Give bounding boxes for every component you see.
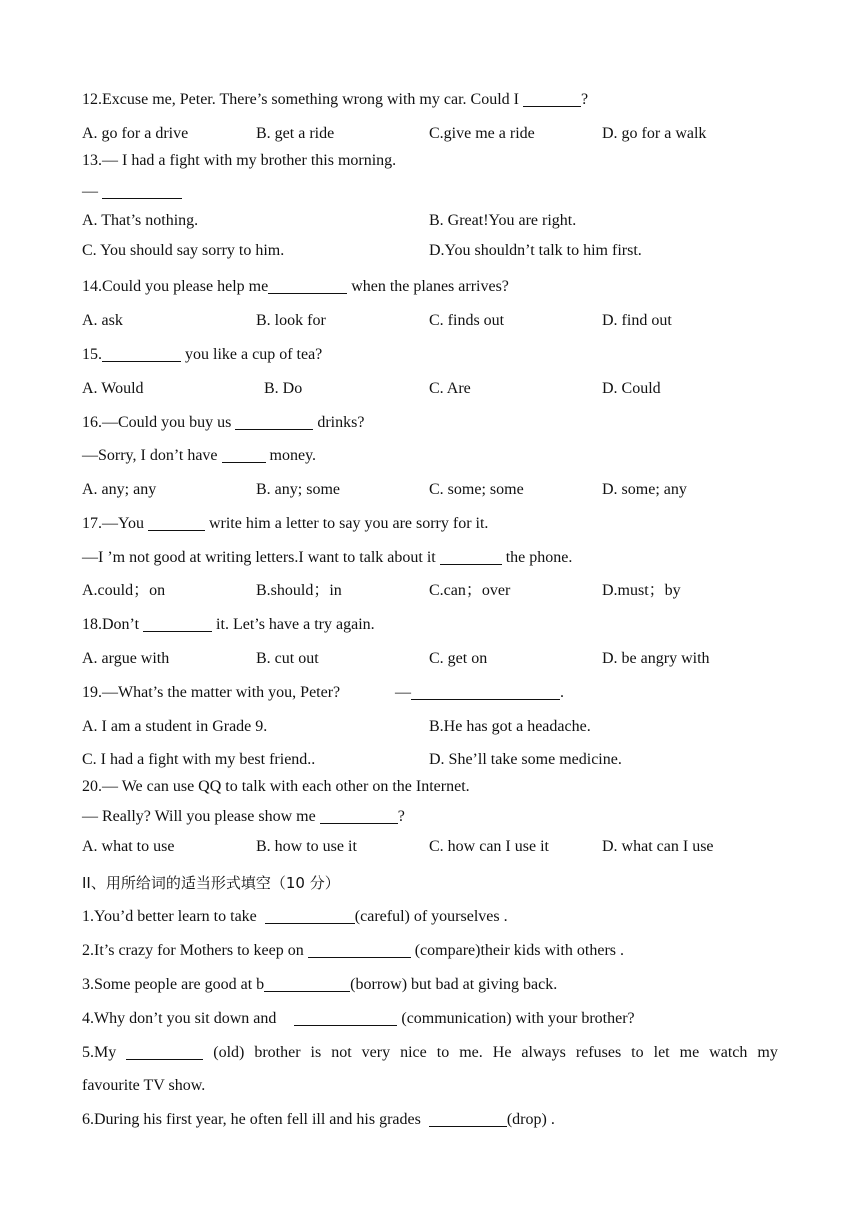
option-d[interactable]: D. find out	[602, 312, 672, 329]
option-c[interactable]: C.can；over	[429, 582, 511, 599]
dash: —	[82, 183, 102, 200]
item-word: refuses	[575, 1044, 622, 1061]
answer-blank[interactable]	[440, 548, 502, 565]
option-a[interactable]: A. any; any	[82, 481, 157, 498]
option-d[interactable]: D.must；by	[602, 582, 681, 599]
option-c[interactable]: C. I had a fight with my best friend..	[82, 751, 316, 768]
item-word: me	[679, 1044, 700, 1061]
question-13-reply	[82, 182, 182, 202]
item-text: 1.You’d better learn to take	[82, 908, 261, 925]
option-a[interactable]: A.could；on	[82, 582, 166, 599]
answer-blank[interactable]	[294, 1009, 397, 1026]
item-word: watch	[709, 1044, 748, 1061]
dash: —	[395, 684, 411, 701]
question-text: when the planes arrives?	[347, 278, 509, 295]
item-word: to	[436, 1044, 450, 1061]
answer-blank[interactable]	[265, 907, 355, 924]
answer-blank[interactable]	[102, 345, 181, 362]
question-text: — Really? Will you please show me	[82, 808, 320, 825]
question-text: ?	[580, 91, 589, 108]
item-text: (compare)their kids with others .	[410, 942, 624, 959]
option-a[interactable]: A. what to use	[82, 838, 175, 855]
option-b[interactable]: B. get a ride	[256, 125, 335, 142]
option-b[interactable]: B. any; some	[256, 481, 340, 498]
item-word: always	[521, 1044, 566, 1061]
item-word: very	[361, 1044, 391, 1061]
answer-blank[interactable]	[126, 1043, 203, 1060]
question-text: 16.—Could you buy us	[82, 414, 236, 431]
question-text: —I ’m not good at writing letters.I want to talk about it	[82, 549, 440, 566]
fill-item-3	[82, 975, 557, 995]
fill-item-1	[82, 907, 508, 927]
answer-blank[interactable]	[523, 90, 581, 107]
answer-blank[interactable]	[148, 514, 205, 531]
option-d[interactable]: D. Could	[602, 380, 661, 397]
question-text: 18.Don’t	[82, 616, 144, 633]
option-c[interactable]: C. Are	[429, 380, 471, 397]
option-b[interactable]: B. look for	[256, 312, 326, 329]
period: .	[560, 684, 564, 701]
question-12-stem	[82, 90, 588, 110]
option-c[interactable]: C. You should say sorry to him.	[82, 242, 285, 259]
fill-item-5-line1	[82, 1043, 778, 1063]
option-a[interactable]: A. That’s nothing.	[82, 212, 199, 229]
question-20-line2	[82, 807, 405, 827]
question-18-stem	[82, 615, 375, 635]
question-text: drinks?	[313, 414, 365, 431]
answer-blank[interactable]	[102, 182, 182, 199]
item-text: (drop) .	[506, 1111, 555, 1128]
option-c[interactable]: C.give me a ride	[429, 125, 535, 142]
item-word: brother	[254, 1044, 301, 1061]
question-17-line1	[82, 514, 488, 534]
question-text: it. Let’s have a try again.	[212, 616, 375, 633]
option-a[interactable]: A. I am a student in Grade 9.	[82, 718, 268, 735]
question-16-line2	[82, 446, 316, 466]
answer-blank[interactable]	[320, 807, 398, 824]
option-c[interactable]: C. get on	[429, 650, 488, 667]
item-text: 6.During his first year, he often fell ill and his grades	[82, 1111, 425, 1128]
question-text: 19.—What’s the matter with you, Peter?	[82, 684, 341, 701]
option-d[interactable]: D. what can I use	[602, 838, 714, 855]
option-d[interactable]: D. be angry with	[602, 650, 710, 667]
item-word: me.	[459, 1044, 483, 1061]
question-14-stem	[82, 277, 509, 297]
option-a[interactable]: A. ask	[82, 312, 123, 329]
item-word: my	[757, 1044, 778, 1061]
item-text: (communication) with your brother?	[397, 1010, 635, 1027]
item-text: (careful) of yourselves .	[354, 908, 508, 925]
option-d[interactable]: D. go for a walk	[602, 125, 707, 142]
answer-blank[interactable]	[268, 277, 347, 294]
question-text: the phone.	[501, 549, 573, 566]
option-a[interactable]: A. go for a drive	[82, 125, 189, 142]
question-text: write him a letter to say you are sorry for it.	[204, 515, 489, 532]
option-a[interactable]: A. argue with	[82, 650, 170, 667]
option-d[interactable]: D. She’ll take some medicine.	[429, 751, 622, 768]
question-text: 17.—You	[82, 515, 148, 532]
item-word: 5.My	[82, 1044, 117, 1061]
answer-blank[interactable]	[143, 615, 212, 632]
question-20-stem: 20.— We can use QQ to talk with each other on the Internet.	[82, 778, 470, 795]
fill-item-5-line2: favourite TV show.	[82, 1077, 206, 1094]
answer-blank[interactable]	[411, 683, 560, 700]
question-19-reply	[395, 683, 564, 703]
fill-item-2	[82, 941, 624, 961]
answer-blank[interactable]	[429, 1110, 507, 1127]
answer-blank[interactable]	[308, 941, 411, 958]
answer-blank[interactable]	[235, 413, 313, 430]
option-b[interactable]: B. cut out	[256, 650, 319, 667]
item-text: 2.It’s crazy for Mothers to keep on	[82, 942, 308, 959]
question-text: ?	[397, 808, 405, 825]
option-c[interactable]: C. how can I use it	[429, 838, 549, 855]
option-d[interactable]: D.You shouldn’t talk to him first.	[429, 242, 642, 259]
question-19-stem	[82, 683, 340, 703]
option-b[interactable]: B. Do	[264, 380, 303, 397]
section-2-heading: II、用所给词的适当形式填空（10 分）	[82, 874, 340, 892]
answer-blank[interactable]	[264, 975, 350, 992]
question-text: —Sorry, I don’t have	[82, 447, 222, 464]
question-16-line1	[82, 413, 364, 433]
question-text: 15.	[82, 346, 102, 363]
item-word: not	[331, 1044, 352, 1061]
question-text: 14.Could you please help me	[82, 278, 269, 295]
item-word: He	[492, 1044, 512, 1061]
question-15-stem	[82, 345, 322, 365]
fill-item-4	[82, 1009, 635, 1029]
item-text: 3.Some people are good at b	[82, 976, 265, 993]
option-b[interactable]: B. Great!You are right.	[429, 212, 577, 229]
option-b[interactable]: B. how to use it	[256, 838, 357, 855]
question-text: 12.Excuse me, Peter. There’s something wrong with my car. Could I	[82, 91, 523, 108]
option-b[interactable]: B.He has got a headache.	[429, 718, 591, 735]
item-text: (borrow) but bad at giving back.	[350, 976, 558, 993]
item-text: 4.Why don’t you sit down and	[82, 1010, 281, 1027]
option-a[interactable]: A. Would	[82, 380, 144, 397]
option-b[interactable]: B.should；in	[256, 582, 342, 599]
item-word: let	[653, 1044, 670, 1061]
question-text: money.	[265, 447, 317, 464]
item-word: (old)	[213, 1044, 245, 1061]
item-word: to	[631, 1044, 644, 1061]
option-c[interactable]: C. finds out	[429, 312, 505, 329]
item-word: is	[310, 1044, 322, 1061]
question-text: you like a cup of tea?	[181, 346, 323, 363]
question-13-stem: 13.— I had a fight with my brother this morning.	[82, 152, 397, 169]
answer-blank[interactable]	[222, 446, 266, 463]
item-word: nice	[400, 1044, 427, 1061]
option-d[interactable]: D. some; any	[602, 481, 687, 498]
question-17-line2	[82, 548, 572, 568]
option-c[interactable]: C. some; some	[429, 481, 524, 498]
fill-item-6	[82, 1110, 555, 1130]
